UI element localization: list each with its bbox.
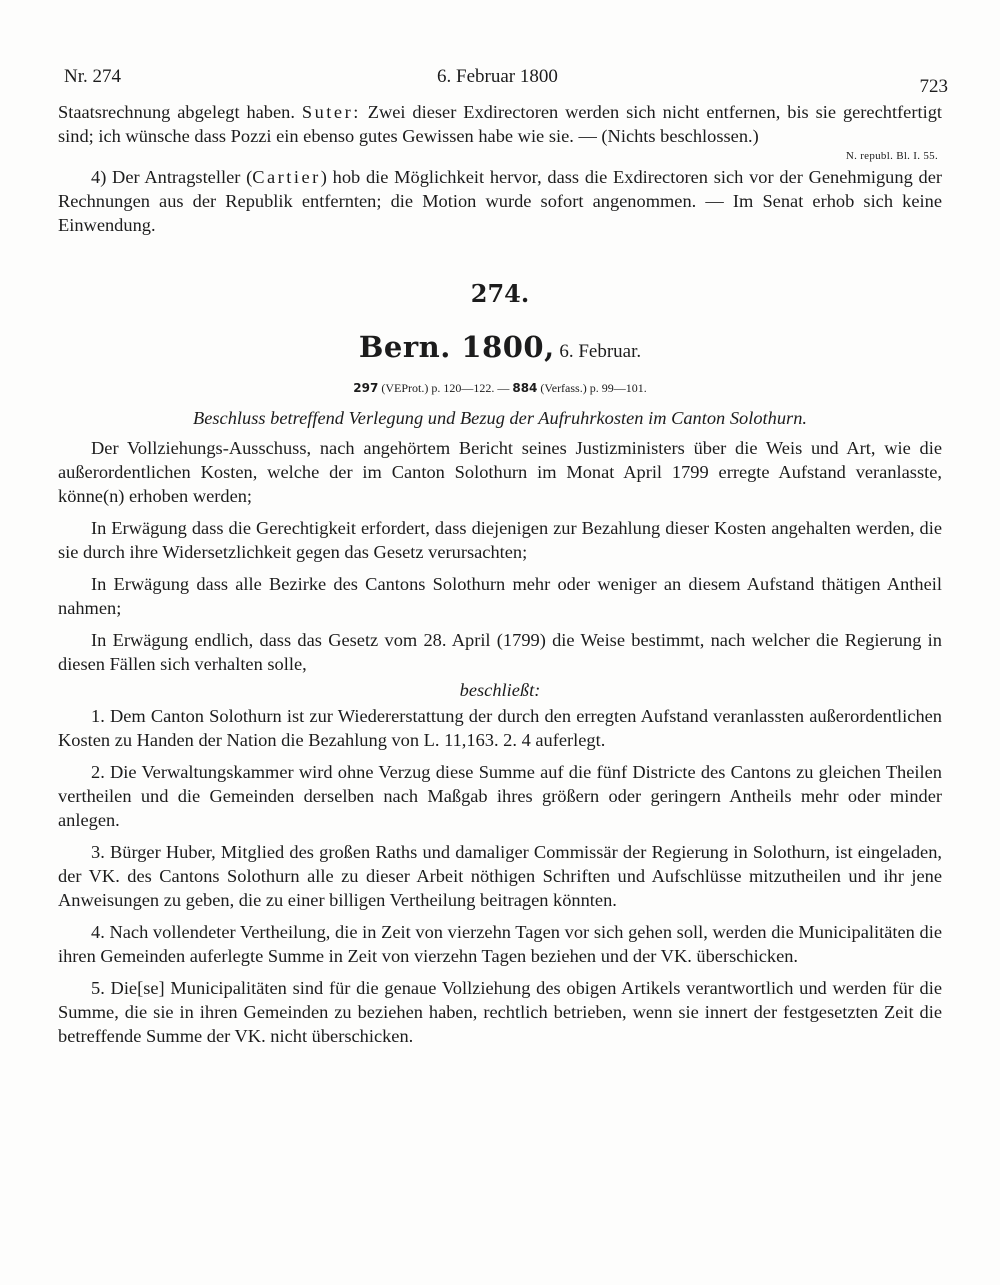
carryover-text-a: Staatsrechnung abgelegt haben. (58, 102, 302, 122)
article-paragraph: 1. Dem Canton Solothurn ist zur Wiedererstattung der durch den erregten Aufstand veranlassten außerordentlichen Kosten zu Handen der Nation die Bezahlung von L. 11,163. 2. 4 auferlegt. (58, 706, 942, 750)
ref-number-1: 297 (353, 381, 379, 395)
ref-number-2: 884 (512, 381, 538, 395)
carryover-paragraph (58, 100, 942, 148)
running-header (64, 66, 948, 97)
archive-references (58, 380, 942, 396)
place-date-line (58, 327, 942, 372)
ref-text-1: (VEProt.) p. 120—122. — (378, 381, 513, 395)
source-citation: N. republ. Bl. I. 55. (845, 150, 938, 162)
motion-paragraph (58, 165, 942, 237)
header-date: 6. Februar 1800 (437, 66, 558, 87)
speaker-name: Suter: (301, 102, 361, 122)
place-year: Bern. 1800, (358, 330, 555, 364)
page-number: 723 (919, 76, 948, 97)
motion-text-b: ) hob die Möglichkeit hervor, dass die Exdirectoren sich vor der Genehmigung der Rechnungen aus der Republik entfernten; die Motion wurde sofort angenommen. — Im Senat erhob sich keine Einwendung. (58, 167, 942, 235)
consideration-paragraph: In Erwägung endlich, dass das Gesetz vom 28. April (1799) die Weise bestimmt, nach welcher die Regierung in diesen Fällen sich verhalten solle, (58, 630, 942, 674)
consideration-paragraph: In Erwägung dass alle Bezirke des Cantons Solothurn mehr oder weniger an diesem Aufstand thätigen Antheil nahmen; (58, 574, 942, 618)
ref-text-2: (Verfass.) p. 99—101. (537, 381, 647, 395)
preamble-paragraph: Der Vollziehungs-Ausschuss, nach angehörtem Bericht seines Justizministers über die Weis und Art, wie die außerordentlichen Kosten, welche der im Canton Solothurn im Monat April 1799 erregte Aufstand veranlasste, könne(n) erhoben werden; (58, 438, 942, 506)
decision-heading: beschließt: (459, 680, 541, 700)
article-paragraph: 2. Die Verwaltungskammer wird ohne Verzug diese Summe auf die fünf Districte des Cantons zu gleichen Theilen vertheilen und die Gemeinden derselben nach Maßgab ihres größern oder geringern Antheils mehr oder minder anlegen. (58, 762, 942, 830)
proposer-name: Cartier (252, 167, 321, 187)
header-doc-number: Nr. 274 (64, 66, 121, 87)
motion-text-a: 4) Der Antragsteller ( (91, 167, 253, 187)
document-date: 6. Februar. (559, 341, 642, 362)
carryover-text-b: Zwei dieser Exdirectoren werden sich nicht entfernen, bis sie gerechtfertigt sind; ich wünsche dass Pozzi ein ebenso gutes Gewissen habe wie sie. — (Nichts beschlossen.) (58, 102, 942, 146)
document-number: 274. (470, 279, 530, 308)
article-paragraph: 5. Die[se] Municipalitäten sind für die genaue Vollziehung des obigen Artikels verantwortlich und werden für die Summe, die sie in ihren Gemeinden zu beziehen haben, rechtlich betrieben, wenn sie innert der festgesetzten Zeit die betreffende Summe der VK. nicht überschicken. (58, 978, 942, 1046)
document-title: Beschluss betreffend Verlegung und Bezug der Aufruhrkosten im Canton Solothurn. (193, 408, 807, 428)
page-content (58, 100, 942, 1048)
article-paragraph: 4. Nach vollendeter Vertheilung, die in Zeit von vierzehn Tagen vor sich gehen soll, werden die Municipalitäten die ihren Gemeinden auferlegte Summe in Zeit von vierzehn Tagen beziehen und der VK. überschicken. (58, 922, 942, 966)
article-paragraph: 3. Bürger Huber, Mitglied des großen Raths und damaliger Commissär der Regierung in Solothurn, ist eingeladen, der VK. des Cantons Solothurn alle zu dieser Arbeit nöthigen Schriften und Aufschlüsse mitzutheilen und ihr jene Anweisungen zu geben, die zu einer billigen Vertheilung beitragen könnten. (58, 842, 942, 910)
consideration-paragraph: In Erwägung dass die Gerechtigkeit erfordert, dass diejenigen zur Bezahlung dieser Kosten angehalten werden, die sie durch ihre Widersetzlichkeit gegen das Gesetz verursachten; (58, 518, 942, 562)
